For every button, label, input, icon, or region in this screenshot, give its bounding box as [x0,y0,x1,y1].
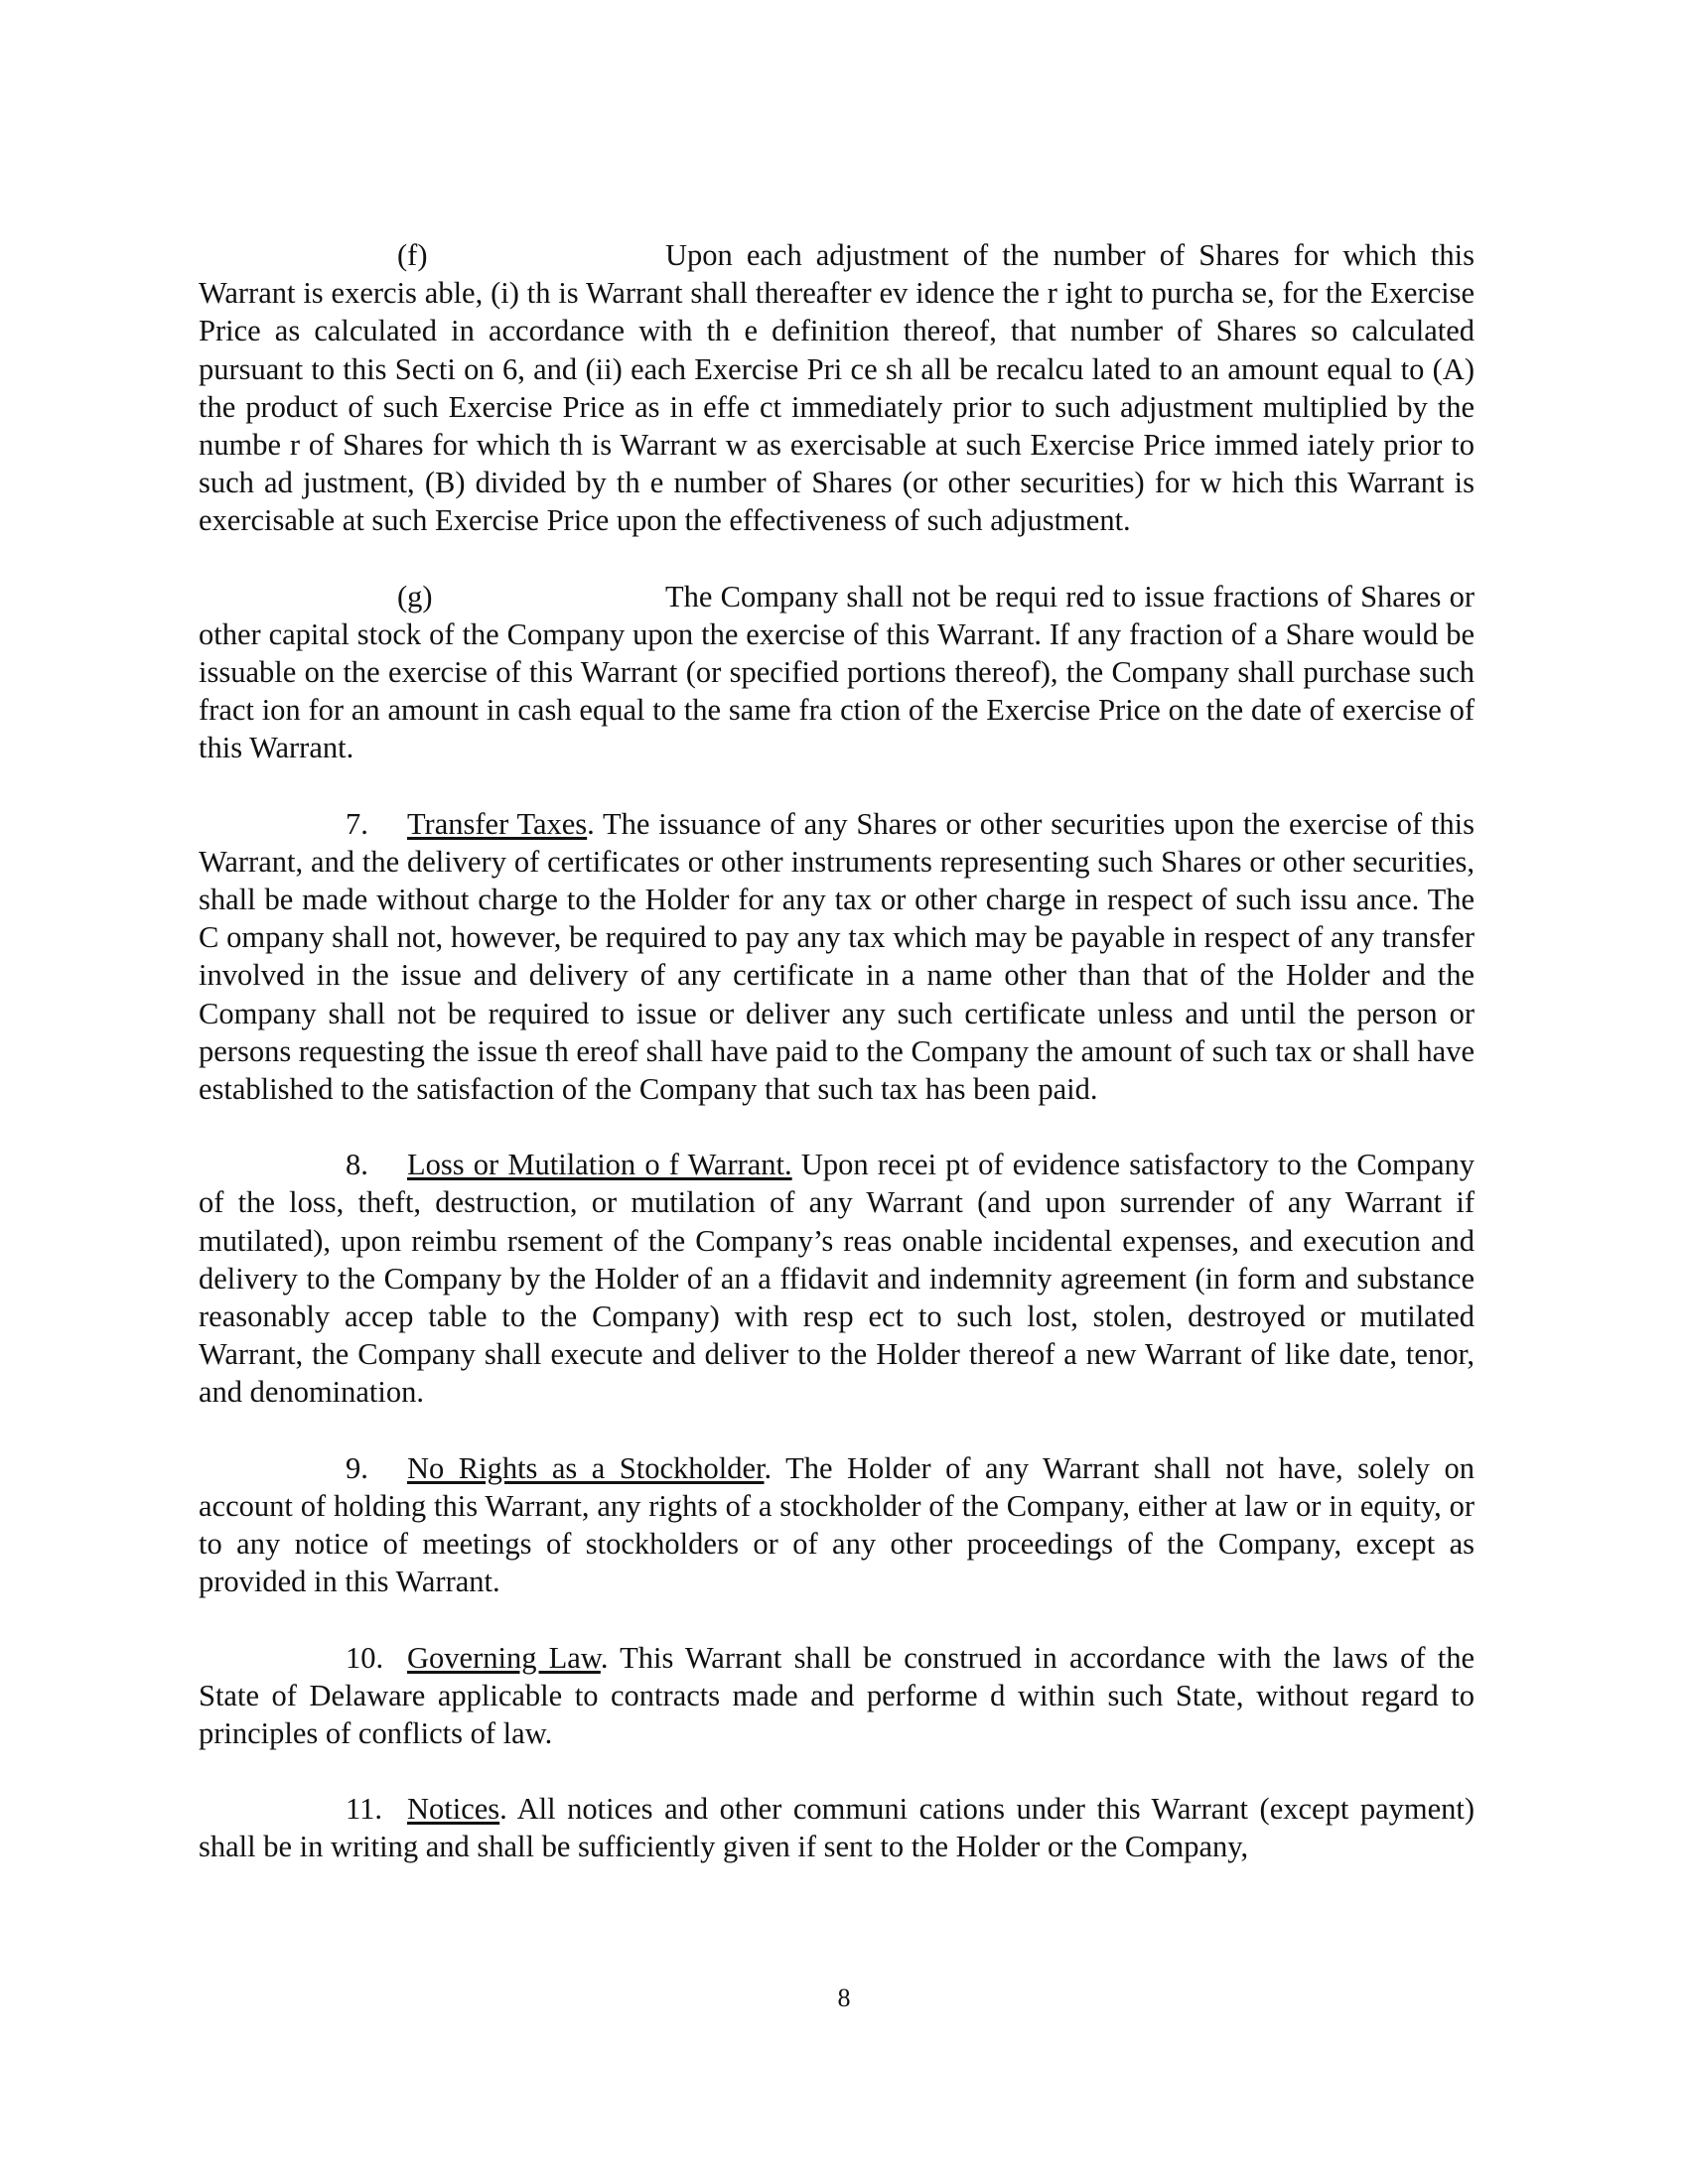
section-text: Upon recei pt of evidence satisfactory to the Company of the loss, theft, destruction, or mutilation of any Warrant (and upon surrender of any Warrant if mutilated), upon reimbu rsement of the Company’s reas onable incidental expenses, and execution and delivery to the Company by the Holder of an a ffidavit and indemnity agreement (in form and substance reasonably accep table to the Company) with resp ect to such lost, stolen, destroyed or mutilated Warrant, the Company shall execute and deliver to the Holder thereof a new Warrant of like date, tenor, and denomination. [199,1148,1475,1410]
section-heading: Loss or Mutilation o f Warrant. [407,1148,792,1182]
paragraph-label: (g) [397,579,433,614]
paragraph-f [199,236,1475,540]
paragraph-text: Upon each adjustment of the number of Shares for which this Warrant is exercis able, (i) th is Warrant shall thereafter ev idence the r ight to purcha se, for the Exercise Price as calculated in accordance with th e definition thereof, that number of Shares so calculated pursuant to this Secti on 6, and (ii) each Exercise Pri ce sh all be recalcu lated to an amount equal to (A) the product of such Exercise Price as in effe ct immediately prior to such adjustment multiplied by the numbe r of Shares for which th is Warrant w as exercisable at such Exercise Price immed iately prior to such ad justment, (B) divided by th e number of Shares (or other securities) for w hich this Warrant is exercisable at such Exercise Price upon the effectiveness of such adjustment. [199,238,1475,538]
section-text: . This Warrant shall be construed in accordance with the laws of the State of Delaware applicable to contracts made and performe d within such State, without regard to principles of conflicts of law. [199,1640,1475,1750]
paragraph-label: (f) [397,238,428,272]
section-text: . All notices and other communi cations under this Warrant (except payment) shall be in writing and shall be sufficiently given if sent to the Holder or the Company, [199,1792,1475,1864]
section-number: 10. [346,1640,384,1675]
document-page [199,236,1475,1904]
section-number: 11. [346,1792,382,1827]
section-9-no-rights [199,1449,1475,1601]
section-number: 9. [346,1450,368,1485]
section-10-governing-law [199,1639,1475,1753]
section-heading: No Rights as a Stockholder [407,1450,765,1485]
section-8-loss-or-mutilation [199,1146,1475,1411]
section-heading: Transfer Taxes [407,806,588,841]
section-text: . The Holder of any Warrant shall not have, solely on account of holding this Warrant, any rights of a stockholder of the Company, either at law or in equity, or to any notice of meetings of stockholders or of any other proceedings of the Company, except as provided in this Warrant. [199,1450,1475,1599]
section-7-transfer-taxes [199,805,1475,1109]
page-number: 8 [837,1983,851,2012]
section-heading: Notices [407,1792,500,1827]
paragraph-text: The Company shall not be requi red to issue fractions of Shares or other capital stock of the Company upon the exercise of this Warrant. If any fraction of a Share would be issuable on the exercise of this Warrant (or specified portions thereof), the Company shall purchase such fract ion for an amount in cash equal to the same fra ction of the Exercise Price on the date of exercise of this Warrant. [199,579,1475,765]
section-text: . The issuance of any Shares or other securities upon the exercise of this Warrant, and the delivery of certificates or other instruments representing such Shares or other securities, shall be made without charge to the Holder for any tax or other charge in respect of such issu ance. The C ompany shall not, however, be required to pay any tax which may be payable in respect of any transfer involved in the issue and delivery of any certificate in a name other than that of the Holder and the Company shall not be required to issue or deliver any such certificate unless and until the person or persons requesting the issue th ereof shall have paid to the Company the amount of such tax or shall have established to the satisfaction of the Company that such tax has been paid. [199,806,1475,1107]
paragraph-g [199,578,1475,767]
section-heading: Governing Law [407,1640,601,1675]
section-number: 7. [346,806,368,841]
section-11-notices [199,1790,1475,1865]
section-number: 8. [346,1148,368,1182]
